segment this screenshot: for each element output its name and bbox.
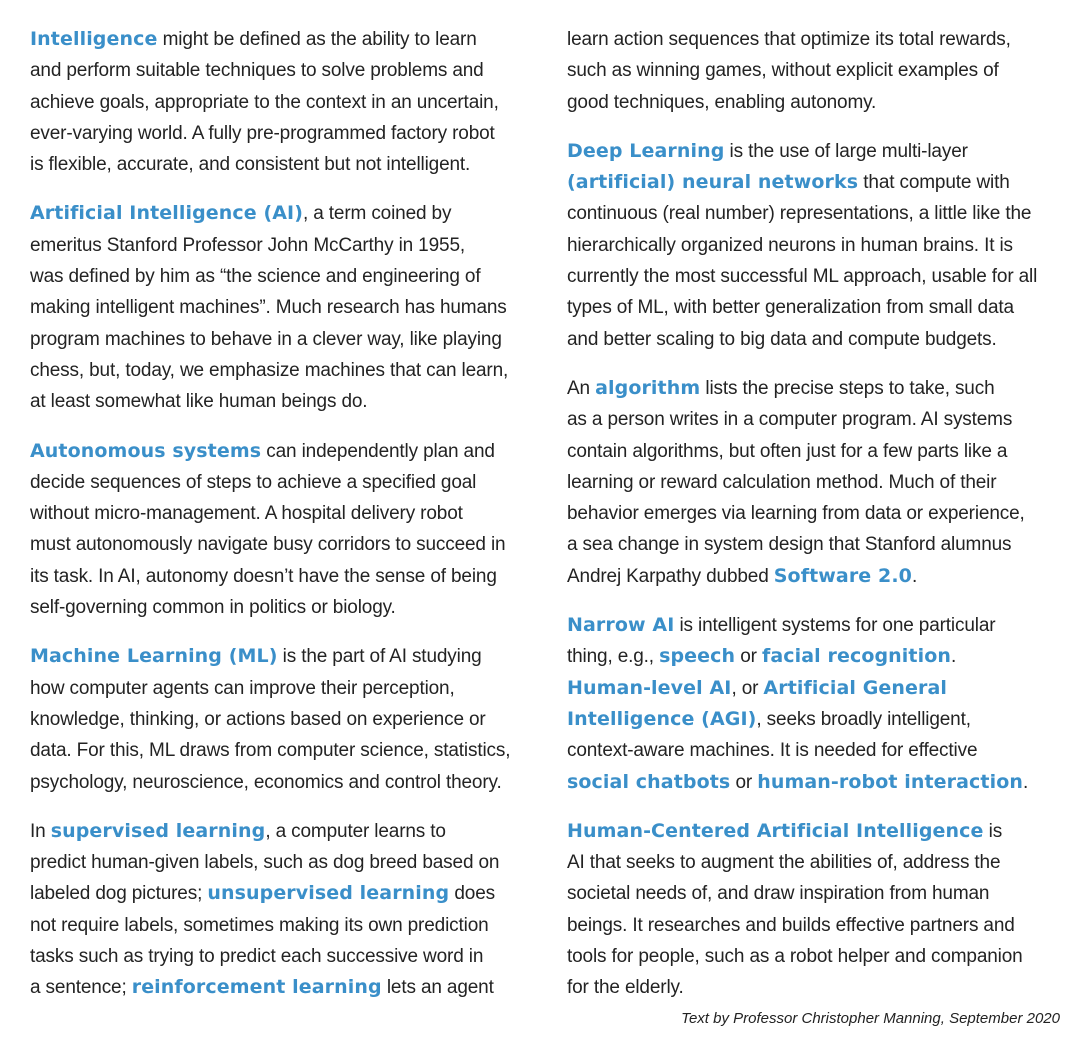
body-text: or [730, 771, 758, 793]
text-line [30, 386, 545, 417]
body-text: learning or reward calculation method. Much of their [567, 471, 997, 493]
body-text: can independently plan and [261, 440, 495, 462]
term-highlight: Artificial Intelligence (AI) [30, 202, 303, 225]
text-line [30, 355, 545, 386]
term-highlight: Deep Learning [567, 139, 725, 162]
text-line [30, 847, 545, 878]
body-text: . [911, 565, 918, 587]
text-line [567, 324, 1062, 355]
text-line [30, 910, 545, 941]
definition-paragraph-learning-types [30, 816, 545, 1004]
term-highlight: Narrow AI [567, 614, 675, 637]
body-text: , a computer learns to [265, 820, 446, 842]
body-text: and perform suitable techniques to solve problems and [30, 60, 484, 82]
definition-paragraph-intelligence [30, 24, 545, 180]
term-highlight: (artificial) neural networks [567, 171, 859, 194]
text-line [567, 847, 1062, 878]
body-text: decide sequences of steps to achieve a specified goal [30, 471, 477, 493]
text-line [567, 910, 1062, 941]
text-line [567, 816, 1062, 847]
term-highlight: facial recognition [762, 645, 951, 668]
body-text: AI that seeks to augment the abilities of, address the [567, 852, 1001, 874]
body-text: Andrej Karpathy dubbed [567, 565, 774, 587]
term-highlight: Intelligence (AGI) [567, 707, 757, 730]
definition-paragraph-autonomous-systems [30, 436, 545, 624]
body-text: lists the precise steps to take, such [700, 377, 995, 399]
body-text: hierarchically organized neurons in human brains. It is [567, 234, 1013, 256]
right-column [567, 24, 1062, 1022]
text-line [30, 324, 545, 355]
text-line [567, 404, 1062, 435]
body-text: labeled dog pictures; [30, 883, 208, 905]
definition-paragraph-algorithm [567, 373, 1062, 592]
body-text: ever-varying world. A fully pre-programmed factory robot [30, 122, 495, 144]
body-text: program machines to behave in a clever way, like playing [30, 328, 502, 350]
body-text: such as winning games, without explicit examples of [567, 60, 999, 82]
text-line [30, 767, 545, 798]
author-credit: Text by Professor Christopher Manning, September 2020 [681, 1010, 1060, 1027]
text-line [30, 149, 545, 180]
body-text: as a person writes in a computer program. AI systems [567, 409, 1013, 431]
term-highlight: human-robot interaction [757, 770, 1023, 793]
term-highlight: Artificial General [763, 676, 947, 699]
body-text: chess, but, today, we emphasize machines that can learn, [30, 359, 509, 381]
body-text: tools for people, such as a robot helper and companion [567, 946, 1023, 968]
text-line [30, 704, 545, 735]
body-text: , a term coined by [303, 203, 452, 225]
term-highlight: supervised learning [50, 819, 266, 842]
text-line [567, 735, 1062, 766]
text-line [567, 167, 1062, 198]
text-line [30, 498, 545, 529]
text-line [30, 198, 545, 229]
body-text: at least somewhat like human beings do. [30, 391, 368, 413]
body-text: data. For this, ML draws from computer science, statistics, [30, 740, 511, 762]
term-highlight: unsupervised learning [207, 882, 450, 905]
term-highlight: algorithm [595, 376, 701, 399]
definition-paragraph-learning-types-cont [567, 24, 1062, 118]
body-text: must autonomously navigate busy corridors to succeed in [30, 534, 506, 556]
text-line [567, 436, 1062, 467]
text-line [30, 561, 545, 592]
body-text: . [951, 646, 957, 668]
text-line [30, 292, 545, 323]
term-highlight: Human-Centered Artificial Intelligence [567, 819, 984, 842]
text-line [567, 198, 1062, 229]
text-line [30, 641, 545, 672]
body-text: types of ML, with better generalization from small data [567, 297, 1014, 319]
text-line [567, 561, 1062, 592]
text-line [567, 55, 1062, 86]
body-text: An [567, 377, 596, 399]
body-text: In [30, 820, 51, 842]
body-text: its task. In AI, autonomy doesn’t have the sense of being [30, 565, 497, 587]
text-line [567, 529, 1062, 560]
text-line [567, 292, 1062, 323]
body-text: thing, e.g., [567, 646, 660, 668]
definition-paragraph-machine-learning [30, 641, 545, 797]
text-line [567, 704, 1062, 735]
text-line [30, 87, 545, 118]
body-text: for the elderly. [567, 977, 684, 999]
text-line [30, 436, 545, 467]
text-line [567, 261, 1062, 292]
text-line [30, 673, 545, 704]
text-line [30, 816, 545, 847]
text-line [567, 467, 1062, 498]
text-line [30, 878, 545, 909]
body-text: learn action sequences that optimize its total rewards, [567, 29, 1011, 50]
body-text: predict human-given labels, such as dog breed based on [30, 852, 500, 874]
body-text: . [1022, 771, 1029, 793]
text-line [30, 230, 545, 261]
left-column [30, 24, 545, 1022]
term-highlight: Human-level AI [567, 676, 732, 699]
text-line [567, 24, 1062, 55]
text-line [567, 136, 1062, 167]
body-text: and better scaling to big data and compute budgets. [567, 328, 997, 350]
text-line [567, 230, 1062, 261]
term-highlight: speech [659, 645, 736, 668]
body-text: making intelligent machines”. Much research has humans [30, 297, 507, 319]
text-line [567, 373, 1062, 404]
body-text: might be defined as the ability to learn [157, 29, 477, 50]
text-line [567, 941, 1062, 972]
body-text: is the part of AI studying [277, 646, 482, 668]
text-line [567, 673, 1062, 704]
body-text: tasks such as trying to predict each successive word in [30, 946, 484, 968]
body-text: is intelligent systems for one particular [674, 615, 996, 637]
body-text: currently the most successful ML approach, usable for all [567, 266, 1038, 288]
body-text: without micro-management. A hospital delivery robot [30, 503, 463, 525]
text-line [30, 24, 545, 55]
text-line [30, 529, 545, 560]
term-highlight: Intelligence [30, 28, 158, 50]
body-text: was defined by him as “the science and engineering of [30, 266, 481, 288]
body-text: contain algorithms, but often just for a few parts like a [567, 440, 1008, 462]
definition-paragraph-human-centered-ai [567, 816, 1062, 1004]
term-highlight: Autonomous systems [30, 439, 262, 462]
text-line [567, 641, 1062, 672]
body-text: behavior emerges via learning from data or experience, [567, 503, 1025, 525]
text-line [567, 878, 1062, 909]
text-line [30, 592, 545, 623]
body-text: is flexible, accurate, and consistent but not intelligent. [30, 154, 471, 176]
text-line [30, 972, 545, 1003]
body-text: societal needs of, and draw inspiration from human [567, 883, 990, 905]
body-text: is [983, 820, 1003, 842]
body-text: knowledge, thinking, or actions based on experience or [30, 708, 486, 730]
body-text: continuous (real number) representations, a little like the [567, 203, 1032, 225]
body-text: , seeks broadly intelligent, [756, 708, 971, 730]
definition-paragraph-deep-learning [567, 136, 1062, 355]
text-line [567, 610, 1062, 641]
body-text: or [735, 646, 762, 668]
body-text: beings. It researches and builds effective partners and [567, 914, 1015, 936]
body-text: good techniques, enabling autonomy. [567, 91, 877, 113]
body-text: lets an agent [381, 977, 494, 999]
term-highlight: Software 2.0 [773, 564, 912, 587]
body-text: , or [731, 677, 764, 699]
text-line [30, 55, 545, 86]
body-text: a sentence; [30, 977, 132, 999]
body-text: achieve goals, appropriate to the context in an uncertain, [30, 91, 499, 113]
text-line [30, 261, 545, 292]
text-line [30, 941, 545, 972]
text-line [567, 767, 1062, 798]
body-text: how computer agents can improve their perception, [30, 677, 455, 699]
body-text: psychology, neuroscience, economics and control theory. [30, 771, 502, 793]
definition-paragraph-artificial-intelligence [30, 198, 545, 417]
body-text: that compute with [858, 172, 1010, 194]
text-line [30, 467, 545, 498]
text-line [567, 972, 1062, 1003]
definition-paragraph-narrow-ai [567, 610, 1062, 798]
text-line [567, 87, 1062, 118]
text-line [30, 735, 545, 766]
body-text: a sea change in system design that Stanford alumnus [567, 534, 1012, 556]
body-text: context-aware machines. It is needed for effective [567, 740, 978, 762]
term-highlight: reinforcement learning [131, 976, 382, 999]
body-text: self-governing common in politics or biology. [30, 597, 396, 619]
text-line [30, 118, 545, 149]
body-text: not require labels, sometimes making its own prediction [30, 914, 489, 936]
term-highlight: Machine Learning (ML) [30, 645, 278, 668]
text-line [567, 498, 1062, 529]
body-text: does [449, 883, 495, 905]
body-text: is the use of large multi-layer [724, 140, 968, 162]
body-text: emeritus Stanford Professor John McCarthy in 1955, [30, 234, 465, 256]
term-highlight: social chatbots [567, 770, 731, 793]
